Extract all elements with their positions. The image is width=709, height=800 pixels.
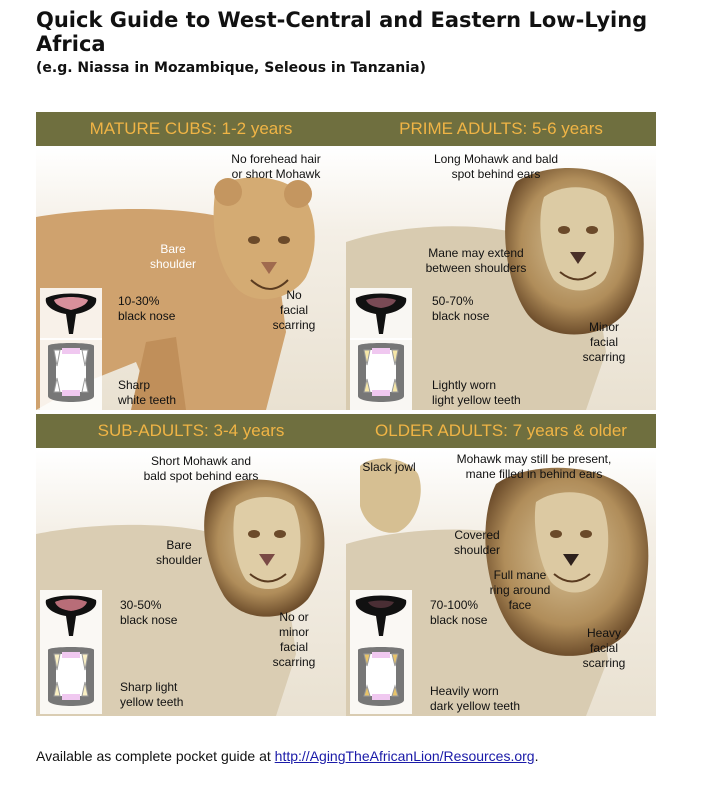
page-subtitle: (e.g. Niassa in Mozambique, Seleous in Tanzania) [36, 60, 426, 76]
note-mohawk: Mohawk may still be present, mane filled in behind ears [456, 452, 612, 481]
note-shoulder: Bare shoulder [155, 538, 203, 567]
note-scarring: Minor facial scarring [582, 320, 626, 364]
nose-pigment-icon [40, 288, 102, 340]
note-shoulder: Bare shoulder [149, 242, 197, 271]
teeth-icon [350, 642, 412, 714]
teeth-icon [350, 338, 412, 410]
panel-older-adults [346, 414, 656, 716]
footer-suffix: . [534, 748, 539, 764]
panel-header: MATURE CUBS: 1-2 years [36, 112, 346, 146]
note-nose: 50-70% black nose [432, 294, 490, 323]
footer [36, 748, 539, 764]
nose-pigment-icon [350, 590, 412, 642]
panel-header: OLDER ADULTS: 7 years & older [346, 414, 656, 448]
note-scarring: No facial scarring [272, 288, 316, 332]
footer-text: Available as complete pocket guide at [36, 748, 275, 764]
teeth-icon [40, 642, 102, 714]
note-shoulder: Covered shoulder [453, 528, 501, 557]
note-forehead: No forehead hair or short Mohawk [231, 152, 321, 181]
note-teeth: Sharp light yellow teeth [120, 680, 184, 709]
note-nose: 30-50% black nose [120, 598, 178, 627]
teeth-icon [40, 338, 102, 410]
note-scarring: Heavy facial scarring [582, 626, 626, 670]
resources-link[interactable]: http://AgingTheAfricanLion/Resources.org [274, 748, 535, 764]
panel-sub-adults [36, 414, 346, 716]
panel-header: SUB-ADULTS: 3-4 years [36, 414, 346, 448]
panel-prime-adults [346, 112, 656, 410]
note-mohawk: Long Mohawk and bald spot behind ears [433, 152, 559, 181]
note-teeth: Heavily worn dark yellow teeth [430, 684, 521, 713]
panel-header: PRIME ADULTS: 5-6 years [346, 112, 656, 146]
nose-pigment-icon [350, 288, 412, 340]
note-nose: 70-100% black nose [430, 598, 488, 627]
nose-pigment-icon [40, 590, 102, 642]
note-jowl: Slack jowl [362, 460, 416, 474]
panel-mature-cubs [36, 112, 346, 410]
page-title: Quick Guide to West-Central and Eastern Low-Lying Africa [36, 8, 648, 56]
note-teeth: Lightly worn light yellow teeth [432, 378, 521, 407]
note-mane: Mane may extend between shoulders [425, 246, 527, 275]
note-mane: Full mane ring around face [489, 568, 551, 612]
note-scarring: No or minor facial scarring [272, 610, 316, 669]
note-nose: 10-30% black nose [118, 294, 176, 323]
note-teeth: Sharp white teeth [118, 378, 177, 407]
note-mohawk: Short Mohawk and bald spot behind ears [143, 454, 259, 483]
